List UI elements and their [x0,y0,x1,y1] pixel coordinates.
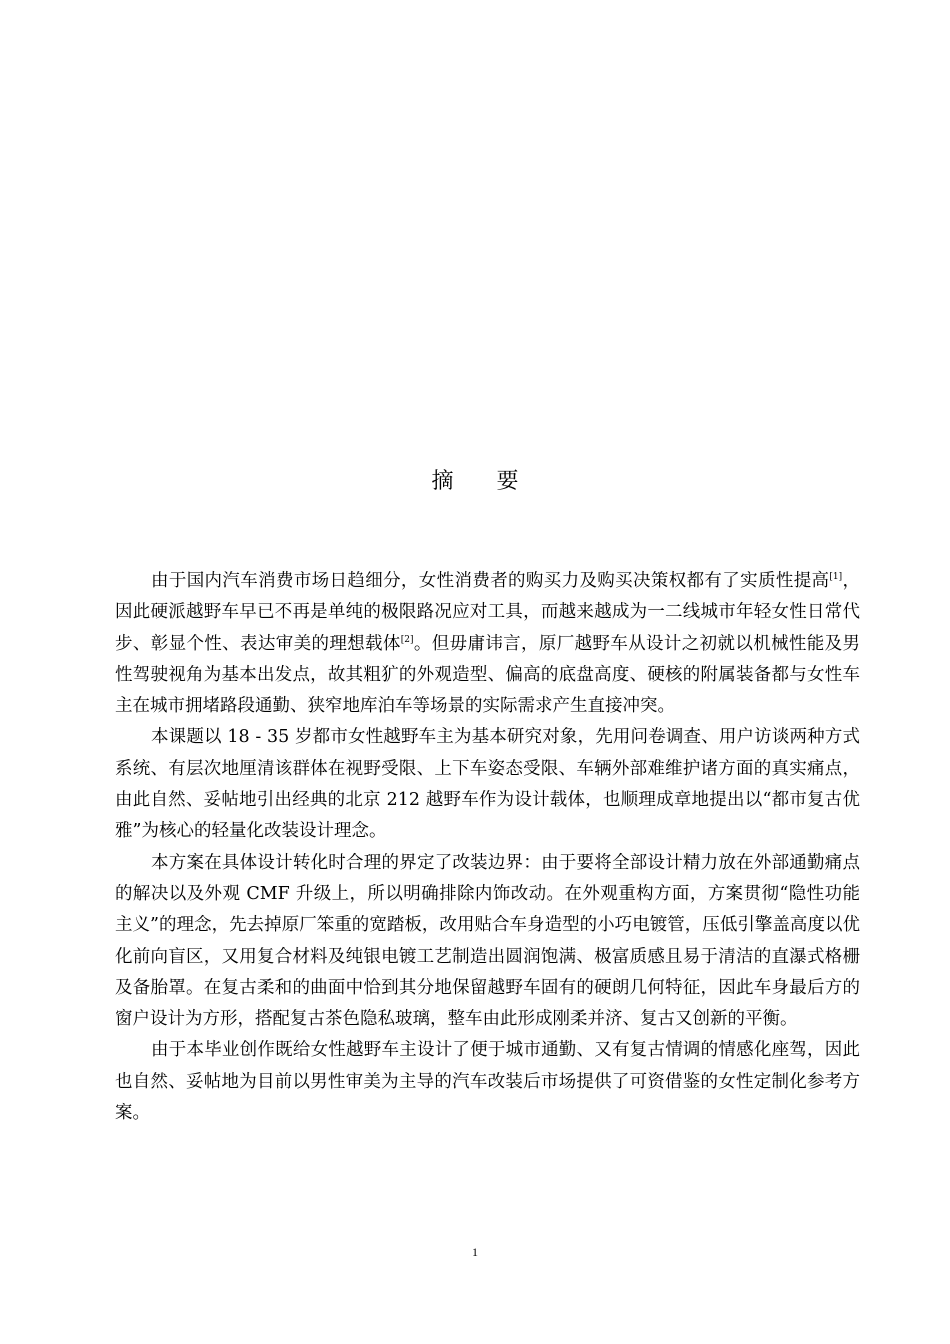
paragraph-1-text-c: 。但毋庸讳言，原厂越野车从设计之初就以机械性能及男性驾驶视角为基本出发点，故其粗犷的外观造型、偏高的底盘高度、硬核的附属装备都与女性车主在城市拥堵路段通勤、狭窄地库泊车等场景的实际需求产生直接冲突。 [115,633,861,717]
paragraph-4: 由于本毕业创作既给女性越野车主设计了便于城市通勤、又有复古情调的情感化座驾，因此也自然、妥帖地为目前以男性审美为主导的汽车改装后市场提供了可资借鉴的女性定制化参考方案。 [115,1040,860,1124]
paragraph-1 [115,566,860,722]
paragraph-2: 本课题以 18 - 35 岁都市女性越野车主为基本研究对象，先用问卷调查、用户访谈两种方式系统、有层次地厘清该群体在视野受限、上下车姿态受限、车辆外部难维护诸方面的真实痛点，由此自然、妥帖地引出经典的北京 212 越野车作为设计载体，也顺理成章地提出以“都市复古优雅”为核心的轻量化改装设计理念。 [115,727,860,842]
citation-ref-1: [1] [829,572,843,582]
paragraph-1-text-a: 由于国内汽车消费市场日趋细分，女性消费者的购买力及购买决策权都有了实质性提高 [151,571,830,591]
page-number: 1 [472,1245,478,1259]
abstract-body [115,566,860,1129]
abstract-title: 摘 要 [431,469,537,494]
paragraph-3: 本方案在具体设计转化时合理的界定了改装边界：由于要将全部设计精力放在外部通勤痛点的解决以及外观 CMF 升级上，所以明确排除内饰改动。在外观重构方面，方案贯彻“隐性功能主义”的理念，先去掉原厂笨重的宽踏板，改用贴合车身造型的小巧电镀管，压低引擎盖高度以优化前向盲区，又用复合材料及纯银电镀工艺制造出圆润饱满、极富质感且易于清洁的直瀑式格栅及备胎罩。在复古柔和的曲面中恰到其分地保留越野车固有的硬朗几何特征，因此车身最后方的窗户设计为方形，搭配复古茶色隐私玻璃，整车由此形成刚柔并济、复古又创新的平衡。 [115,852,860,1030]
paragraph-1-text-b: ，因此硬派越野车早已不再是单纯的极限路况应对工具，而越来越成为一二线城市年轻女性日常代步、彰显个性、表达审美的理想载体 [115,571,861,654]
citation-ref-2: [2] [400,634,414,645]
